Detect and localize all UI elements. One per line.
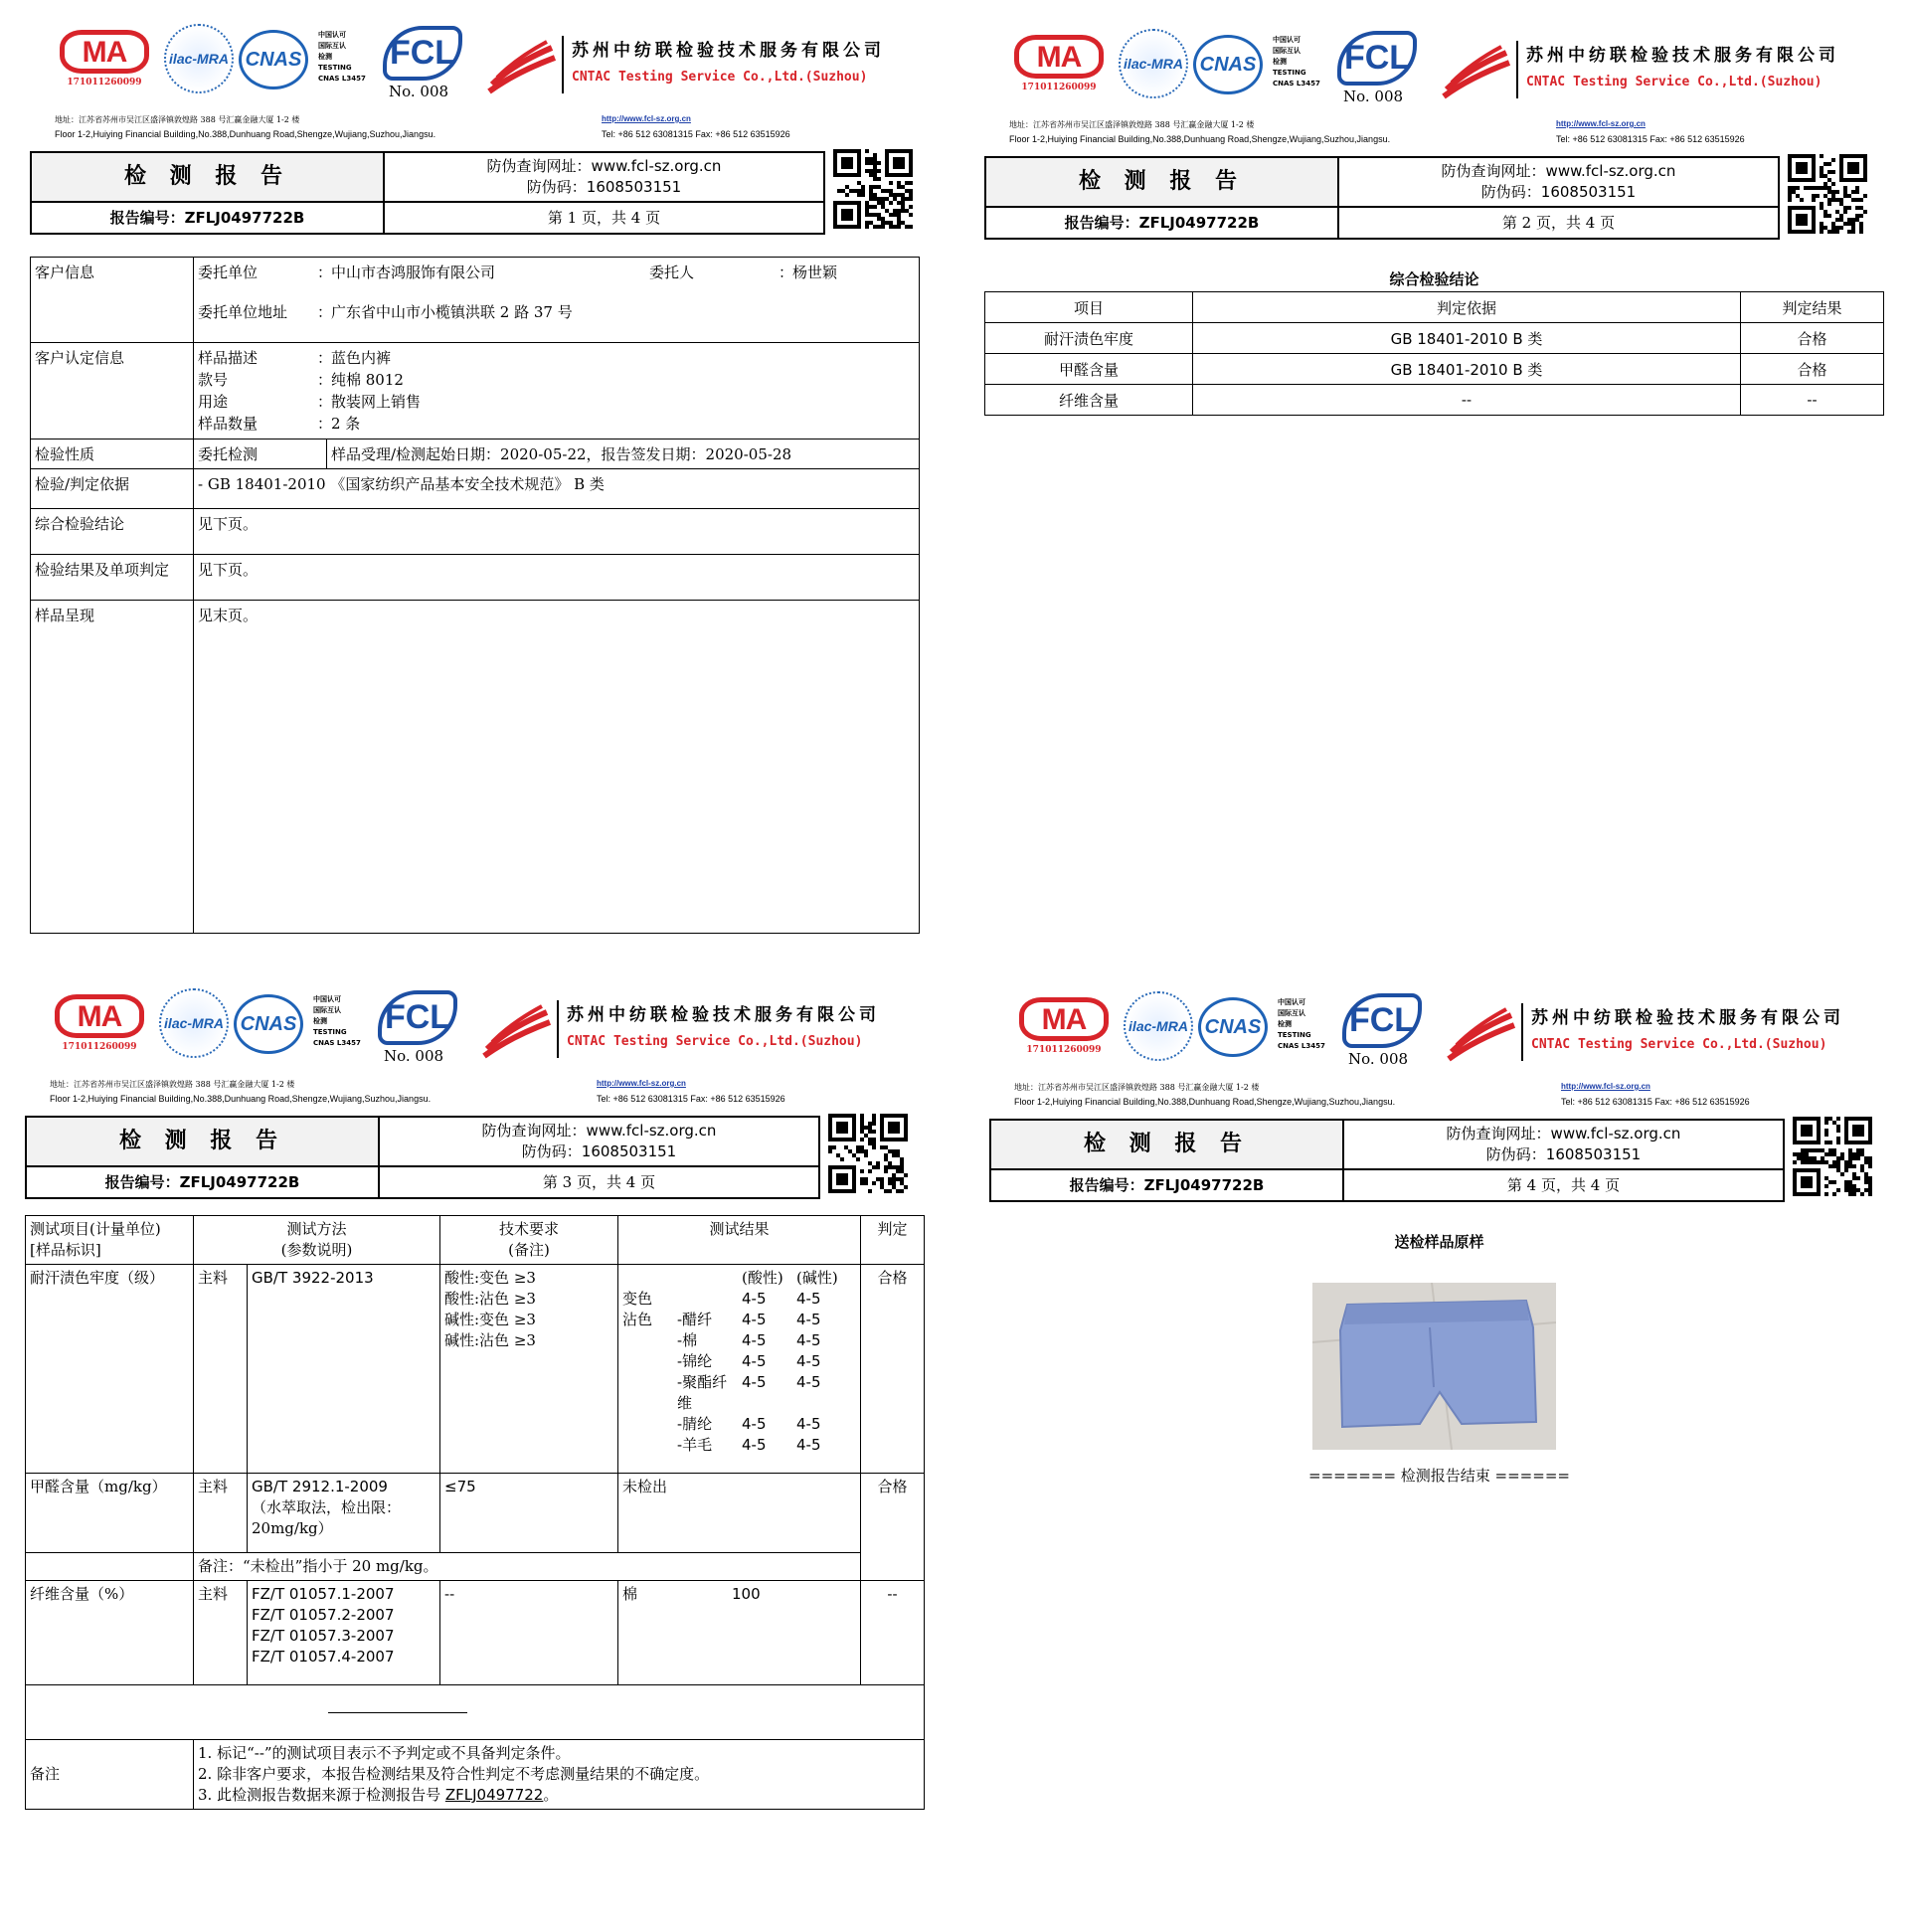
tel-fax: Tel: +86 512 63081315 Fax: +86 512 63515926 xyxy=(597,1094,785,1104)
sample-underwear-photo xyxy=(1312,1283,1556,1450)
cnas-side-text: 中国认可 国际互认 检测 TESTING CNAS L3457 xyxy=(318,31,366,83)
ilac-mra-logo: ilac-MRA xyxy=(159,988,229,1058)
table-row: 纤维含量（%） 主料 FZ/T 01057.1-2007 FZ/T 01057.2-2007 FZ/T 01057.3-2007 FZ/T 01057.4-2007 -- 棉 100 -- xyxy=(26,1581,925,1685)
report-title: 检 测 报 告 xyxy=(27,1118,380,1167)
report-page-1 xyxy=(30,20,950,965)
table-row: 甲醛含量（mg/kg） 主料 GB/T 2912.1-2009 （水萃取法，检出限： 20mg/kg） ≤75 未检出 合格 xyxy=(26,1474,925,1553)
fcl-logo: FCL No. 008 xyxy=(1342,993,1432,1068)
page-number: 第 3 页，共 4 页 xyxy=(542,1173,656,1191)
report-header xyxy=(25,984,945,1134)
table-row: 耐汗渍色牢度（级） 主料 GB/T 3922-2013 酸性:变色 ≥3 酸性:沾色 ≥3 碱性:变色 ≥3 碱性:沾色 ≥3 (酸性) (碱性) 变色 4-5 4-5 沾色 -醋纤 4-5 4-5 -棉 4-5 4-5 -锦纶 4-5 4-5 -聚酯纤维 4-5 4-5 -腈纶 4-5 4-5 -羊毛 4-5 4-5 合格 xyxy=(26,1265,925,1474)
ma-number: 171011260099 xyxy=(62,1042,137,1052)
table-row: 纤维含量 -- -- xyxy=(985,385,1884,416)
cnas-logo: CNAS xyxy=(239,30,308,89)
fcl-logo: FCL No. 008 xyxy=(383,26,472,100)
company-name-en: CNTAC Testing Service Co.,Ltd.(Suzhou) xyxy=(1526,75,1822,89)
address-en: Floor 1-2,Huiying Financial Building,No.388,Dunhuang Road,Shengze,Wujiang,Suzhou,Jiangsu. xyxy=(1009,134,1391,144)
company-name-cn: 苏州中纺联检验技术服务有限公司 xyxy=(1531,1008,1844,1028)
report-page-4 xyxy=(989,987,1909,1932)
fcl-logo: FCL No. 008 xyxy=(378,990,467,1065)
report-number: 报告编号：ZFLJ0497722B xyxy=(991,1170,1344,1200)
ma-number: 171011260099 xyxy=(1026,1045,1102,1055)
ma-logo: MA 171011260099 xyxy=(1019,997,1109,1055)
website-link[interactable]: http://www.fcl-sz.org.cn xyxy=(1561,1082,1650,1091)
ma-number: 171011260099 xyxy=(1021,83,1097,92)
fcl-number: No. 008 xyxy=(384,1047,444,1065)
report-title: 检 测 报 告 xyxy=(991,1121,1344,1170)
report-end-marker: ======= 检测报告结束 ====== xyxy=(1308,1467,1570,1485)
address-cn: 地址：江苏省苏州市吴江区盛泽镇敦煌路 388 号汇赢金融大厦 1-2 楼 xyxy=(55,115,300,124)
company-wave-logo xyxy=(487,40,557,94)
notes-row: 备注 1. 标记“--”的测试项目表示不予判定或不具备判定条件。 2. 除非客户要求，本报告检测结果及符合性判定不考虑测量结果的不确定度。 3. 此检测报告数据来源于检测报告号 ZFLJ0497722。 xyxy=(26,1740,925,1810)
qr-code-icon xyxy=(1788,154,1867,234)
cnas-side-text: 中国认可 国际互认 检测 TESTING CNAS L3457 xyxy=(1273,36,1320,88)
ma-logo: MA 171011260099 xyxy=(1014,35,1104,92)
address-cn: 地址：江苏省苏州市吴江区盛泽镇敦煌路 388 号汇赢金融大厦 1-2 楼 xyxy=(1014,1083,1260,1092)
company-wave-logo xyxy=(1442,45,1511,99)
report-title-box xyxy=(989,1119,1785,1202)
tel-fax: Tel: +86 512 63081315 Fax: +86 512 63515926 xyxy=(1561,1097,1750,1107)
ilac-mra-logo: ilac-MRA xyxy=(1124,991,1193,1061)
cnas-logo: CNAS xyxy=(1193,35,1263,94)
cnas-logo: CNAS xyxy=(234,994,303,1054)
report-number: 报告编号：ZFLJ0497722B xyxy=(27,1167,380,1197)
company-name-cn: 苏州中纺联检验技术服务有限公司 xyxy=(567,1005,880,1025)
ma-logo: MA 171011260099 xyxy=(55,994,144,1052)
report-title: 检 测 报 告 xyxy=(986,158,1339,208)
address-cn: 地址：江苏省苏州市吴江区盛泽镇敦煌路 388 号汇赢金融大厦 1-2 楼 xyxy=(1009,120,1255,129)
report-page-2 xyxy=(984,25,1904,969)
website-link[interactable]: http://www.fcl-sz.org.cn xyxy=(602,114,691,123)
qr-code-icon xyxy=(1793,1117,1872,1196)
verify-block: 防伪查询网址：www.fcl-sz.org.cn 防伪码：1608503151 xyxy=(1339,158,1778,208)
page-number: 第 1 页，共 4 页 xyxy=(547,209,661,227)
test-results-table xyxy=(25,1215,925,1810)
website-link[interactable]: http://www.fcl-sz.org.cn xyxy=(1556,119,1646,128)
ilac-mra-logo: ilac-MRA xyxy=(164,24,234,93)
company-wave-logo xyxy=(1447,1007,1516,1062)
fcl-number: No. 008 xyxy=(389,83,449,100)
report-header xyxy=(30,20,950,169)
verify-block: 防伪查询网址：www.fcl-sz.org.cn 防伪码：1608503151 xyxy=(385,153,823,203)
sample-photo-title: 送检样品原样 xyxy=(1394,1233,1484,1251)
report-header xyxy=(984,25,1904,174)
table-row: 耐汗渍色牢度 GB 18401-2010 B 类 合格 xyxy=(985,323,1884,354)
cnas-logo: CNAS xyxy=(1198,997,1268,1057)
website-link[interactable]: http://www.fcl-sz.org.cn xyxy=(597,1079,686,1088)
address-en: Floor 1-2,Huiying Financial Building,No.388,Dunhuang Road,Shengze,Wujiang,Suzhou,Jiangsu. xyxy=(1014,1097,1396,1107)
page-number: 第 4 页，共 4 页 xyxy=(1506,1176,1621,1194)
report-title: 检 测 报 告 xyxy=(32,153,385,203)
address-en: Floor 1-2,Huiying Financial Building,No.388,Dunhuang Road,Shengze,Wujiang,Suzhou,Jiangsu. xyxy=(55,129,436,139)
ilac-mra-logo: ilac-MRA xyxy=(1119,29,1188,98)
fcl-number: No. 008 xyxy=(1348,1050,1409,1068)
ma-logo: MA 171011260099 xyxy=(60,30,149,88)
report-number: 报告编号：ZFLJ0497722B xyxy=(32,203,385,233)
verify-block: 防伪查询网址：www.fcl-sz.org.cn 防伪码：1608503151 xyxy=(1344,1121,1783,1170)
report-number: 报告编号：ZFLJ0497722B xyxy=(986,208,1339,238)
company-name-en: CNTAC Testing Service Co.,Ltd.(Suzhou) xyxy=(572,70,868,85)
report-page-3 xyxy=(25,984,945,1929)
company-name-cn: 苏州中纺联检验技术服务有限公司 xyxy=(572,41,885,61)
page-number: 第 2 页，共 4 页 xyxy=(1501,214,1616,232)
separator-line xyxy=(328,1712,467,1713)
table-header-row: 项目 判定依据 判定结果 xyxy=(985,292,1884,323)
source-report-link: ZFLJ0497722 xyxy=(444,1786,544,1804)
cnas-side-text: 中国认可 国际互认 检测 TESTING CNAS L3457 xyxy=(313,995,361,1047)
tel-fax: Tel: +86 512 63081315 Fax: +86 512 63515926 xyxy=(1556,134,1745,144)
table-row: 甲醛含量 GB 18401-2010 B 类 合格 xyxy=(985,354,1884,385)
qr-code-icon xyxy=(833,149,913,229)
address-cn: 地址：江苏省苏州市吴江区盛泽镇敦煌路 388 号汇赢金融大厦 1-2 楼 xyxy=(50,1080,295,1089)
table-header-row: 测试项目(计量单位) [样品标识] 测试方法 (参数说明) 技术要求 (备注) 测试结果 判定 xyxy=(26,1216,925,1265)
report-title-box xyxy=(30,151,825,235)
table-row: 备注：“未检出”指小于 20 mg/kg。 xyxy=(26,1553,925,1581)
cnas-side-text: 中国认可 国际互认 检测 TESTING CNAS L3457 xyxy=(1278,998,1325,1050)
company-name-en: CNTAC Testing Service Co.,Ltd.(Suzhou) xyxy=(567,1034,863,1049)
company-name-en: CNTAC Testing Service Co.,Ltd.(Suzhou) xyxy=(1531,1037,1827,1052)
conclusion-table xyxy=(984,291,1884,416)
report-title-box xyxy=(25,1116,820,1199)
table-row xyxy=(26,1685,925,1740)
sweat-results-grid: (酸性) (碱性) 变色 4-5 4-5 沾色 -醋纤 4-5 4-5 -棉 4-5 4-5 -锦纶 4-5 4-5 -聚酯纤维 4-5 4-5 -腈纶 4-5 4-5 -羊毛 4-5 4-5 xyxy=(622,1269,838,1454)
fcl-number: No. 008 xyxy=(1343,88,1404,105)
company-name-cn: 苏州中纺联检验技术服务有限公司 xyxy=(1526,46,1839,66)
report-header xyxy=(989,987,1909,1137)
address-en: Floor 1-2,Huiying Financial Building,No.388,Dunhuang Road,Shengze,Wujiang,Suzhou,Jiangsu. xyxy=(50,1094,432,1104)
qr-code-icon xyxy=(828,1114,908,1193)
company-wave-logo xyxy=(482,1004,552,1059)
ma-number: 171011260099 xyxy=(67,78,142,88)
tel-fax: Tel: +86 512 63081315 Fax: +86 512 63515926 xyxy=(602,129,790,139)
conclusion-title: 综合检验结论 xyxy=(1389,270,1479,288)
fcl-logo: FCL No. 008 xyxy=(1337,31,1427,105)
customer-info-table: 客户信息 委托单位 ： 中山市杏鸿服饰有限公司 委托人 ： 杨世颖 委托单位地址 ： 广东省中山市小榄镇洪联 2 路 37 号 客户认定信息 样品描述 ： 蓝色内裤 款号 ： 纯棉 8012 用途 ： 散装网上销售 样品数量 ： 2 条 检验性质 委托检测 样品受理/检测起始日期：2020-05-22，报告签发日期：2020-05-28 检验/判定依据 - GB 18401-2010 《国家纺织产品基本安全技术规范》 B 类 综合检验结论 见下页。 检验结果及单项判定 见下页。 样品呈现 见末页。 xyxy=(30,257,920,934)
verify-block: 防伪查询网址：www.fcl-sz.org.cn 防伪码：1608503151 xyxy=(380,1118,818,1167)
report-title-box xyxy=(984,156,1780,240)
